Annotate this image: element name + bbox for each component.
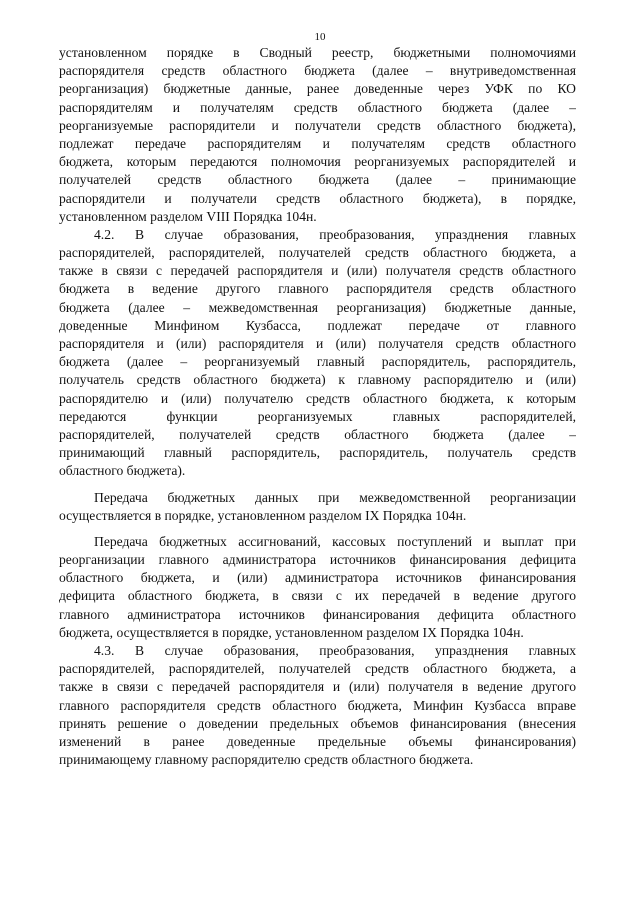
- page-number: 10: [314, 31, 326, 43]
- text-line: бюджета, осуществляется в порядке, установленном разделом IX Порядка 104н.: [59, 624, 524, 640]
- text-line: реорганизации главного администратора источников финансирования дефицита: [59, 552, 576, 568]
- text-line: также в связи с передачей распорядителя и (или) получателя средств областного: [59, 263, 576, 279]
- paragraph-allocations-transfer: [59, 533, 576, 642]
- text-line: принимающий главный распорядитель, распорядитель, получатель средств: [59, 445, 576, 461]
- text-line: распорядителей, распорядителей, получателей средств областного бюджета, а: [59, 245, 576, 261]
- text-line: распорядителя и (или) распорядителя и (или) получателя средств областного: [59, 336, 576, 351]
- text-line: распорядителю и (или) получателю средств областного бюджета, к которым: [59, 390, 576, 406]
- paragraph-spacer: [59, 525, 576, 533]
- document-body: [59, 44, 576, 769]
- text-line: принимающему главному распорядителю средств областного бюджета.: [59, 752, 474, 768]
- text-line: подлежат передаче распорядителям и получателям средств областного: [59, 135, 576, 151]
- paragraph-spacer: [59, 481, 576, 489]
- text-line: бюджета, которым передаются полномочия реорганизуемых распорядителей и: [59, 154, 576, 170]
- text-line: принять решение о доведении предельных объемов финансирования (внесения: [59, 715, 576, 731]
- paragraph-4-2: [59, 226, 576, 481]
- text-line: распорядители и получатели средств областного бюджета), в порядке,: [59, 190, 576, 206]
- text-line: главного распорядителя средств областного бюджета, Минфин Кузбасса вправе: [59, 697, 576, 713]
- text-line: доведенные Минфином Кузбасса, подлежат передаче от главного: [59, 317, 576, 333]
- paragraph-4-3: [59, 642, 576, 769]
- text-line: бюджета в ведение другого главного распорядителя средств областного: [59, 281, 576, 297]
- text-line: осуществляется в порядке, установленном разделом IX Порядка 104н.: [59, 507, 467, 523]
- text-line: установленном разделом VIII Порядка 104н.: [59, 208, 317, 224]
- text-line: распорядителя средств областного бюджета (далее – внутриведомственная: [59, 63, 576, 79]
- text-line: передаются функции реорганизуемых главных распорядителей,: [59, 408, 576, 424]
- text-line: дефицита областного бюджета, в связи с их передачей в ведение другого: [59, 588, 576, 604]
- text-line: бюджета (далее – реорганизуемый главный распорядитель, распорядитель,: [59, 354, 576, 370]
- text-line: распорядителей, получателей средств областного бюджета (далее –: [59, 426, 576, 442]
- text-line: получателей средств областного бюджета (далее – принимающие: [59, 172, 576, 188]
- text-line: 4.3. В случае образования, преобразования, упразднения главных: [94, 643, 576, 658]
- text-line: также в связи с передачей распорядителя и (или) получателя в ведение другого: [59, 679, 576, 695]
- paragraph-reorganization-transfer: [59, 44, 576, 226]
- text-line: 4.2. В случае образования, преобразования, упразднения главных: [94, 226, 576, 242]
- paragraph-budget-data-transfer: [59, 489, 576, 525]
- text-line: бюджета (далее – межведомственная реорганизация) бюджетные данные,: [59, 299, 576, 315]
- text-line: областного бюджета).: [59, 463, 186, 479]
- text-line: изменений в ранее доведенные предельные объемы финансирования): [59, 733, 576, 749]
- text-line: получатель средств областного бюджета) к главному распорядителю и (или): [59, 372, 576, 388]
- text-line: главного администратора источников финансирования дефицита областного: [59, 606, 576, 622]
- text-line: распорядителей, распорядителей, получателей средств областного бюджета, а: [59, 661, 576, 677]
- text-line: реорганизуемые распорядители и получатели средств областного бюджета),: [59, 117, 576, 133]
- text-line: Передача бюджетных ассигнований, кассовых поступлений и выплат при: [94, 533, 576, 549]
- text-line: областного бюджета, и (или) администратора источников финансирования: [59, 570, 576, 586]
- text-line: Передача бюджетных данных при межведомственной реорганизации: [94, 489, 576, 505]
- text-line: установленном порядке в Сводный реестр, бюджетными полномочиями: [59, 45, 576, 60]
- text-line: реорганизация) бюджетные данные, ранее доведенные через УФК по КО: [59, 81, 576, 97]
- text-line: распорядителям и получателям средств областного бюджета (далее –: [59, 99, 576, 115]
